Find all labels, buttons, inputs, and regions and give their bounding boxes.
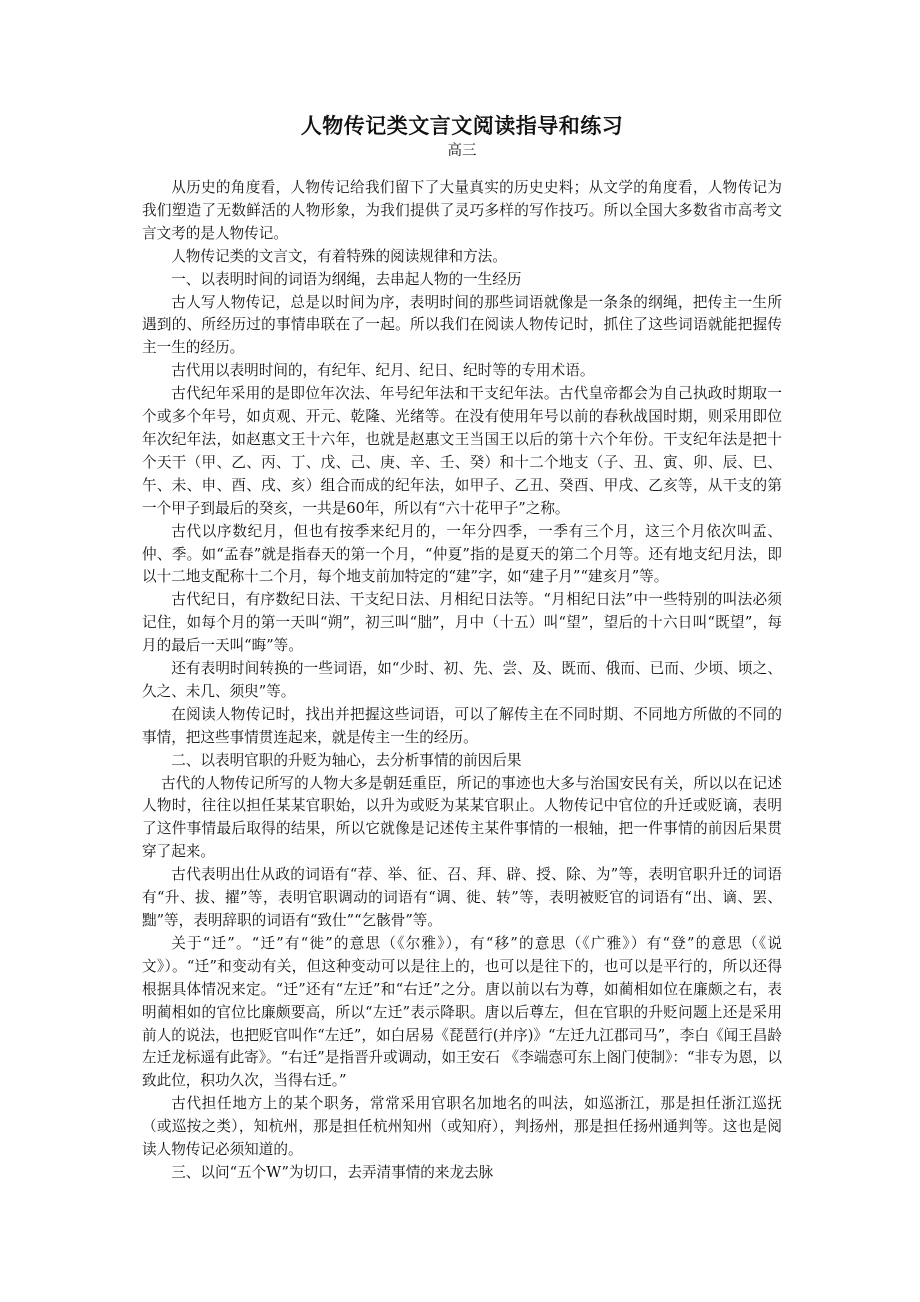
paragraph: 古代担任地方上的某个职务，常常采用官职名加地名的叫法，如巡浙江，那是担任浙江巡抚（或巡按之类），知杭州，那是担任杭州知州（或知府），判扬州，那是担任扬州通判等。这也是阅读人物传记必须知道的。 (142, 1095, 782, 1159)
section-heading-1: 一、以表明时间的词语为纲绳，去串起人物的一生经历 (171, 270, 522, 288)
paragraph: 古代用以表明时间的，有纪年、纪月、纪日、纪时等的专用术语。 (171, 362, 595, 380)
paragraph: 古代表明出仕从政的词语有“荐、举、征、召、拜、辟、授、除、为”等，表明官职升迁的词语有“升、拔、擢”等，表明官职调动的词语有“调、徙、转”等，表明被贬官的词语有“出、谪、罢、黜”等，表明辞职的词语有“致仕”“乞骸骨”等。 (142, 866, 782, 929)
paragraph: 古代以序数纪月，但也有按季来纪月的，一年分四季，一季有三个月，这三个月依次叫孟、仲、季。如“孟春”就是指春天的第一个月，“仲夏”指的是夏天的第二个月等。还有地支纪月法，即以十二地支配称十二个月，每个地支前加特定的“建”字，如“建子月”“建亥月”等。 (142, 522, 782, 586)
paragraph: 还有表明时间转换的一些词语，如“少时、初、先、尝、及、既而、俄而、已而、少顷、顷之、久之、未几、须臾”等。 (142, 660, 782, 700)
paragraph-intro: 从历史的角度看，人物传记给我们留下了大量真实的历史史料；从文学的角度看，人物传记为我们塑造了无数鲜活的人物形象，为我们提供了灵巧多样的写作技巧。所以全国大多数省市高考文言文考的是人物传记。 (142, 179, 782, 242)
paragraph: 古人写人物传记，总是以时间为序，表明时间的那些词语就像是一条条的纲绳，把传主一生所遇到的、所经历过的事情串联在了一起。所以我们在阅读人物传记时，抓住了这些词语就能把握传主一生的经历。 (142, 293, 782, 357)
paragraph: 古代的人物传记所写的人物大多是朝廷重臣，所记的事迹也大多与治国安民有关，所以以在记述人物时，往往以担任某某官职始，以升为或贬为某某官职止。人物传记中官位的升迁或贬谪，表明了这件事情最后取得的结果，所以它就像是记述传主某件事情的一根轴，把一件事情的前因后果贯穿了起来。 (142, 774, 782, 861)
paragraph: 古代纪日，有序数纪日法、干支纪日法、月相纪日法等。“月相纪日法”中一些特别的叫法必须记住，如每个月的第一天叫“朔”，初三叫“朏”，月中（十五）叫“望”，望后的十六日叫“既望”，每月的最后一天叫“晦”等。 (142, 591, 782, 655)
document-page (142, 112, 782, 1185)
section-heading-3: 三、以问“五个W”为切口，去弄清事情的来龙去脉 (171, 1163, 494, 1181)
document-subtitle: 高三 (447, 143, 477, 159)
document-body (142, 177, 782, 1185)
document-title: 人物传记类文言文阅读指导和练习 (300, 113, 624, 138)
paragraph: 关于“迁”。“迁”有“徙”的意思（《尔雅》），有“移”的意思（《广雅》）有“登”的意思（《说文》）。“迁”和变动有关，但这种变动可以是往上的，也可以是往下的，也可以是平行的，所以还得根据具体情况来定。“迁”还有“左迁”和“右迁”之分。唐以前以右为尊，如蔺相如位在廉颇之右，表明蔺相如的官位比廉颇要高，所以“左迁”表示降职。唐以后尊左，但在官职的升贬问题上还是采用前人的说法，也把贬官叫作“左迁”，如白居易《琵琶行(并序)》“左迁九江郡司马”，李白《闻王昌龄左迁龙标遥有此寄》。“右迁”是指晋升或调动，如王安石 《李端悫可东上阁门使制》：“非专为恩，以致此位，积功久次，当得右迁。” (142, 934, 782, 1090)
paragraph-method: 人物传记类的文言文，有着特殊的阅读规律和方法。 (171, 247, 507, 265)
section-heading-2: 二、以表明官职的升贬为轴心，去分析事情的前因后果 (171, 751, 522, 769)
paragraph: 古代纪年采用的是即位年次法、年号纪年法和干支纪年法。古代皇帝都会为自己执政时期取一个或多个年号，如贞观、开元、乾隆、光绪等。在没有使用年号以前的春秋战国时期，则采用即位年次纪年法，如赵惠文王十六年，也就是赵惠文王当国王以后的第十六个年份。干支纪年法是把十个天干（甲、乙、丙、丁、戊、己、庚、辛、壬、癸）和十二个地支（子、丑、寅、卯、辰、巳、午、未、申、酉、戌、亥）组合而成的纪年法，如甲子、乙丑、癸酉、甲戌、乙亥等，从干支的第一个甲子到最后的癸亥，一共是60年，所以有“六十花甲子”之称。 (142, 385, 782, 517)
paragraph: 在阅读人物传记时，找出并把握这些词语，可以了解传主在不同时期、不同地方所做的不同的事情，把这些事情贯连起来，就是传主一生的经历。 (142, 705, 782, 746)
